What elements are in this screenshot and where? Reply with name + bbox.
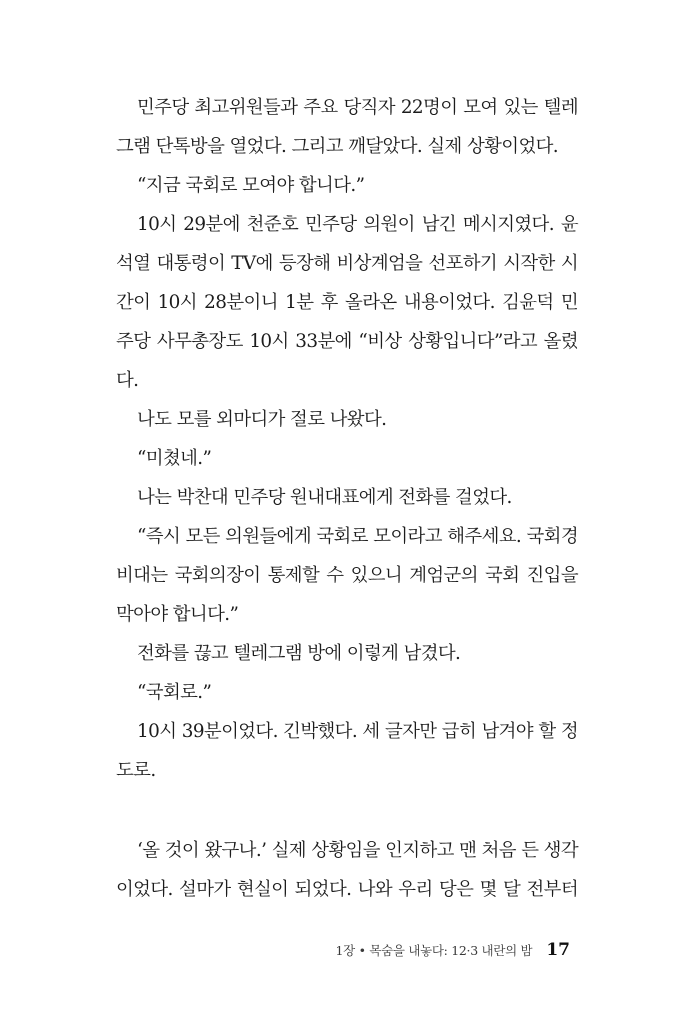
paragraph: “국회로.”	[137, 682, 212, 703]
running-head: 1장 • 목숨을 내놓다: 12·3 내란의 밤	[335, 943, 533, 958]
paragraph: 10시 39분이었다. 긴박했다. 세 글자만 급히 남겨야 할 정도로.	[116, 721, 578, 781]
paragraph: “지금 국회로 모여야 합니다.”	[137, 175, 365, 196]
paragraph: “즉시 모든 의원들에게 국회로 모이라고 해주세요. 국회경비대는 국회의장이 통제할 수 있으니 계엄군의 국회 진입을 막아야 합니다.”	[116, 526, 578, 625]
paragraph: 나도 모를 외마디가 절로 나왔다.	[137, 409, 387, 430]
body-text	[116, 88, 578, 909]
paragraph: 전화를 끊고 텔레그램 방에 이렇게 남겼다.	[137, 643, 461, 664]
paragraph: 10시 29분에 천준호 민주당 의원이 남긴 메시지였다. 윤석열 대통령이 TV에 등장해 비상계엄을 선포하기 시작한 시간이 10시 28분이니 1분 후 올라온 내용이었다. 김윤덕 민주당 사무총장도 10시 33분에 “비상 상황입니다”라고 올렸다.	[116, 214, 578, 391]
paragraph: 나는 박찬대 민주당 원내대표에게 전화를 걸었다.	[137, 487, 512, 508]
paragraph: “미쳤네.”	[137, 448, 212, 469]
section-break	[116, 790, 578, 831]
page-footer	[335, 940, 570, 960]
paragraph: ‘올 것이 왔구나.’ 실제 상황임을 인지하고 맨 처음 든 생각이었다. 설마가 현실이 되었다. 나와 우리 당은 몇 달 전부터	[116, 840, 578, 900]
page-number: 17	[546, 940, 570, 960]
paragraph: 민주당 최고위원들과 주요 당직자 22명이 모여 있는 텔레그램 단톡방을 열었다. 그리고 깨달았다. 실제 상황이었다.	[116, 97, 578, 157]
